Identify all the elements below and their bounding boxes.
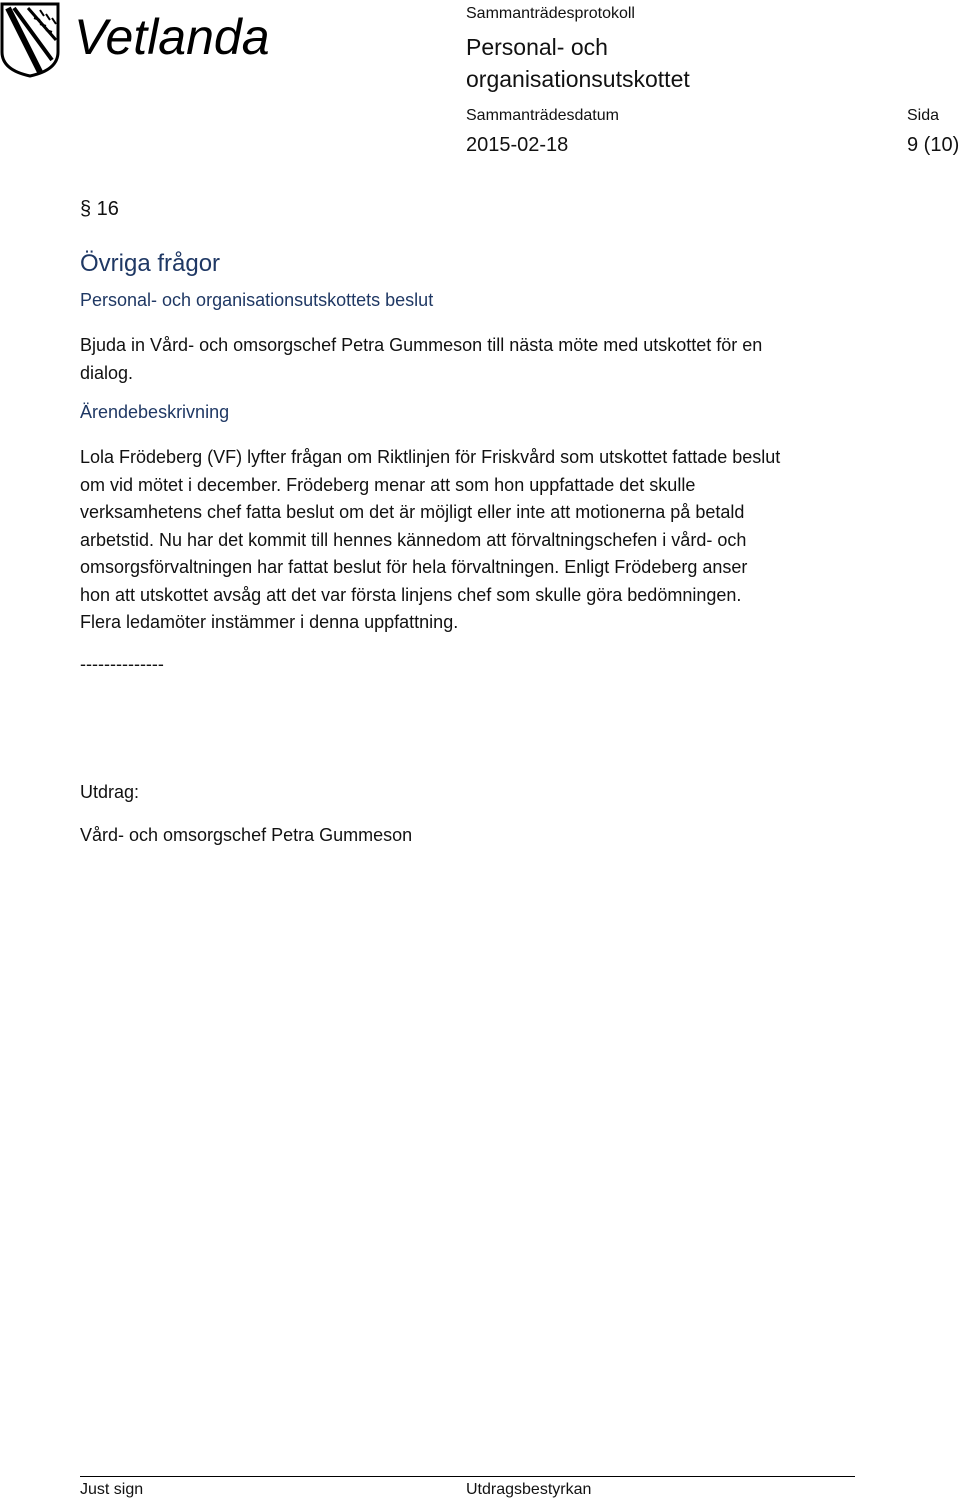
section-title: Övriga frågor: [80, 250, 221, 277]
description-line: arbetstid. Nu har det kommit till hennes kännedom att förvaltningschefen i vård- och: [80, 529, 747, 550]
decision-heading: Personal- och organisationsutskottets beslut: [80, 290, 434, 310]
decision-text: [80, 332, 900, 387]
extract-label: Utdrag:: [80, 782, 140, 802]
meeting-date-value: 2015-02-18: [466, 134, 569, 156]
description-line: Flera ledamöter instämmer i denna uppfattning.: [80, 612, 459, 632]
page-label: Sida: [907, 107, 940, 124]
meeting-date-label: Sammanträdesdatum: [466, 107, 619, 124]
description-line: om vid mötet i december. Frödeberg menar att som hon uppfattade det skulle: [80, 474, 696, 495]
vetlanda-logo: [0, 0, 290, 78]
description-line: Lola Frödeberg (VF) lyfter frågan om Riktlinjen för Friskvård som utskottet fattade beslut: [80, 447, 781, 467]
description-line: omsorgsförvaltningen har fattat beslut för hela förvaltningen. Enligt Frödeberg anser: [80, 557, 748, 577]
decision-line: dialog.: [80, 362, 134, 383]
document-type: Sammanträdesprotokoll: [466, 5, 635, 22]
extract-recipient: Vård- och omsorgschef Petra Gummeson: [80, 825, 413, 845]
page-number: 9 (10): [907, 134, 960, 156]
paragraph-number: § 16: [80, 198, 119, 220]
committee-name-line2: organisationsutskottet: [466, 66, 690, 92]
vetlanda-coat-of-arms-icon: [0, 0, 290, 78]
certify-label: Utdragsbestyrkan: [466, 1481, 592, 1498]
sign-label: Just sign: [80, 1481, 144, 1498]
logo-wordmark: Vetlanda: [74, 9, 270, 65]
description-line: hon att utskottet avsåg att det var första linjens chef som skulle göra bedömningen.: [80, 584, 742, 605]
separator-line: --------------: [80, 654, 164, 674]
description-heading: Ärendebeskrivning: [80, 402, 230, 422]
description-text: [80, 444, 900, 637]
description-line: verksamhetens chef fatta beslut om det är möjligt eller inte att motionerna på betald: [80, 502, 745, 522]
decision-line: Bjuda in Vård- och omsorgschef Petra Gummeson till nästa möte med utskottet för en: [80, 335, 763, 355]
committee-name-line1: Personal- och: [466, 34, 608, 60]
footer-divider: [80, 1476, 855, 1477]
